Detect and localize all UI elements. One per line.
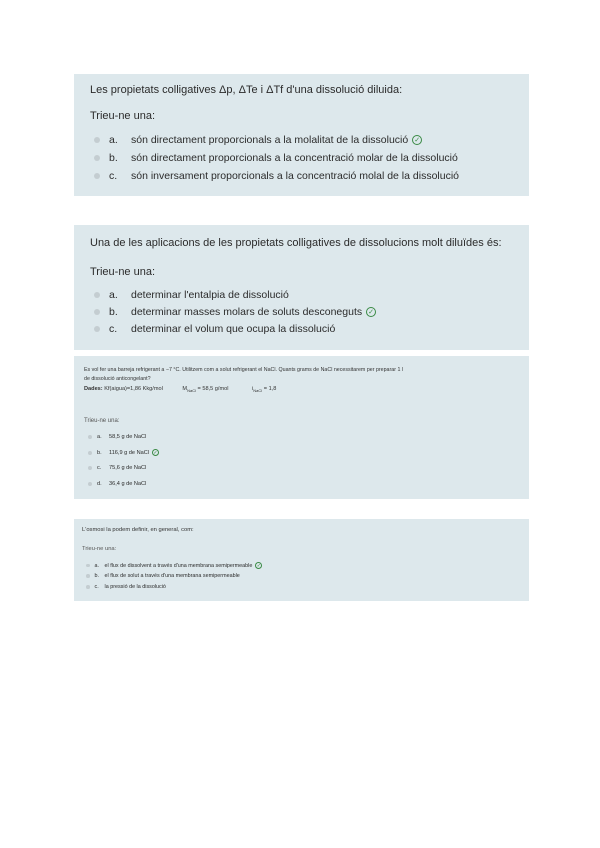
option-b[interactable] <box>94 306 376 318</box>
option-text: són inversament proporcionals a la concentració molal de la dissolució <box>131 170 460 182</box>
option-text: 116,9 g de NaCl <box>109 449 150 456</box>
option-letter: b. <box>94 573 99 579</box>
radio-button-icon[interactable] <box>86 574 90 578</box>
radio-button-icon[interactable] <box>88 451 92 455</box>
question-card-4 <box>74 519 529 601</box>
question-text: Una de les aplicacions de les propietats colligatives de dissolucions molt diluïdes és: <box>90 237 502 249</box>
question-card-2 <box>74 225 529 350</box>
radio-button-icon[interactable] <box>86 585 90 589</box>
option-text: el flux de dissolvent a través d'una membrana semipermeable <box>104 562 253 569</box>
option-a[interactable] <box>86 562 262 569</box>
check-circle-icon: ✓ <box>153 449 158 456</box>
option-text: determinar l'entalpia de dissolució <box>131 289 289 301</box>
option-text: 75,6 g de NaCl <box>109 465 147 471</box>
option-letter: c. <box>109 323 118 335</box>
question-card-1 <box>74 74 529 196</box>
question-card-3 <box>74 356 529 499</box>
check-circle-icon: ✓ <box>366 307 376 317</box>
choose-one-prompt: Trieu-ne una: <box>84 418 120 424</box>
radio-button-icon[interactable] <box>94 137 100 143</box>
check-circle-icon: ✓ <box>412 135 422 145</box>
check-circle-icon: ✓ <box>256 562 261 569</box>
option-text: el flux de solut a través d'una membrana semipermeable <box>104 573 240 579</box>
option-text: 58,5 g de NaCl <box>109 434 147 440</box>
option-letter: a. <box>109 134 118 146</box>
given-data-molar-mass: $M_{NaCl} = 58,5$ g/mol <box>182 386 229 394</box>
choose-one-prompt: Trieu-ne una: <box>82 546 117 552</box>
option-letter: c. <box>94 584 99 590</box>
option-b[interactable] <box>94 152 458 164</box>
option-text: són directament proporcionals a la concentració molar de la dissolució <box>131 152 458 164</box>
radio-button-icon[interactable] <box>88 466 92 470</box>
option-letter: a. <box>97 434 102 440</box>
option-letter: c. <box>97 465 102 471</box>
choose-one-prompt: Trieu-ne una: <box>90 110 156 122</box>
option-c[interactable] <box>86 584 166 590</box>
option-letter: a. <box>94 562 99 569</box>
option-d[interactable] <box>88 481 146 487</box>
option-c[interactable] <box>88 465 146 471</box>
radio-button-icon[interactable] <box>88 435 92 439</box>
option-a[interactable] <box>94 134 422 146</box>
option-letter: c. <box>109 170 118 182</box>
question-text: L'osmosi la podem definir, en general, com: <box>82 527 194 533</box>
given-data-vanthoff: $i_{NaCl} = 1,8$ <box>252 386 277 394</box>
option-text: determinar el volum que ocupa la dissolució <box>131 323 336 335</box>
option-c[interactable] <box>94 170 459 182</box>
option-text: 36,4 g de NaCl <box>109 481 147 487</box>
option-a[interactable] <box>88 434 146 440</box>
choose-one-prompt: Trieu-ne una: <box>90 266 156 278</box>
option-text: són directament proporcionals a la molalitat de la dissolució <box>131 134 409 146</box>
radio-button-icon[interactable] <box>94 173 100 179</box>
option-b[interactable] <box>86 573 240 579</box>
radio-button-icon[interactable] <box>94 155 100 161</box>
question-text-line-1: Es vol fer una barreja refrigerant a −7 °C. Utilitzem com a solut refrigerant el NaCl. Quants grams de NaCl necessitarem per preparar 1 l <box>84 367 404 373</box>
radio-button-icon[interactable] <box>94 326 100 332</box>
question-text-line-2: de dissolució anticongelant? <box>84 376 151 382</box>
option-letter: b. <box>97 449 102 456</box>
given-data <box>84 386 276 393</box>
option-text: la pressió de la dissolució <box>104 584 166 590</box>
option-b[interactable] <box>88 449 159 456</box>
option-letter: b. <box>109 152 118 164</box>
radio-button-icon[interactable] <box>86 564 90 568</box>
radio-button-icon[interactable] <box>94 309 100 315</box>
option-letter: b. <box>109 306 118 318</box>
option-a[interactable] <box>94 289 289 301</box>
radio-button-icon[interactable] <box>88 482 92 486</box>
option-letter: a. <box>109 289 118 301</box>
question-text: Les propietats colligatives Δp, ΔTe i ΔTf d'una dissolució diluida: <box>90 84 403 96</box>
given-data-kf: Kf(aigua)=1,86 Kkg/mol <box>104 386 163 392</box>
option-text: determinar masses molars de soluts desconeguts <box>131 306 363 318</box>
radio-button-icon[interactable] <box>94 292 100 298</box>
option-letter: d. <box>97 481 102 487</box>
option-c[interactable] <box>94 323 335 335</box>
given-data-label: Dades: <box>84 386 103 392</box>
